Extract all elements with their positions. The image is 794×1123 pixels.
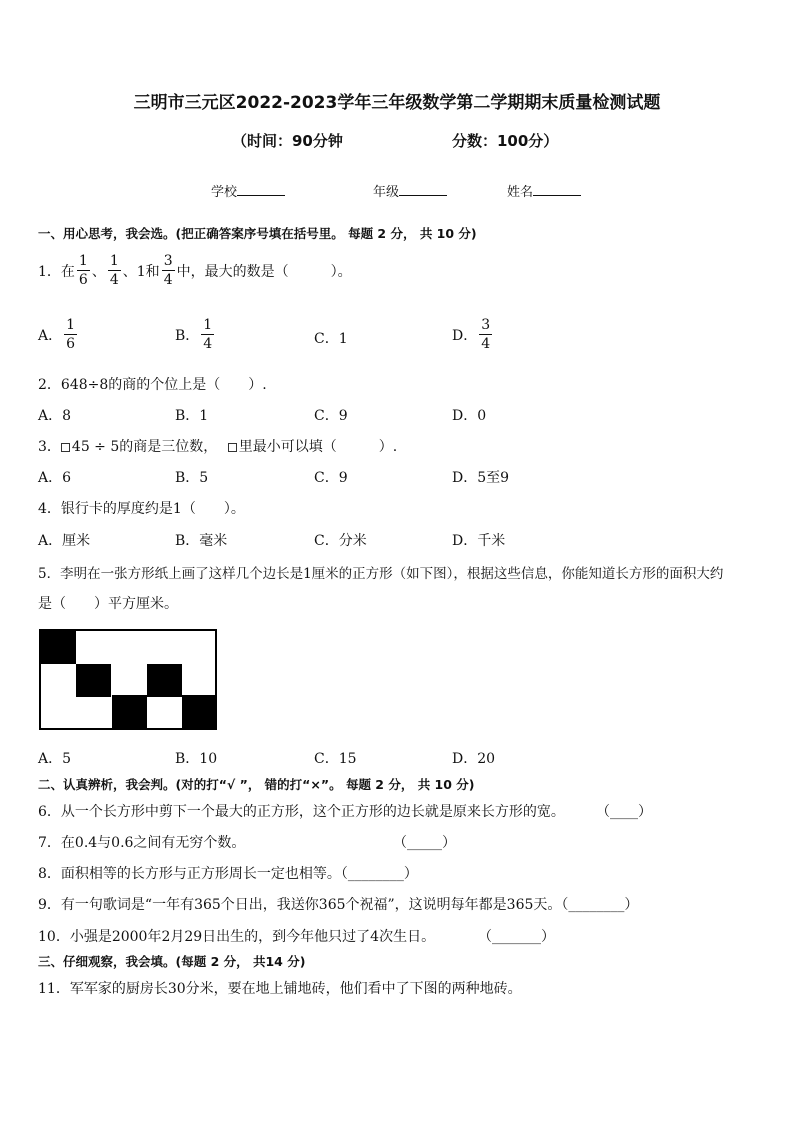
question-4: 4．银行卡的厚度约是1（ ）。 [38, 501, 245, 517]
q5-option-c[interactable]: C．15 [314, 751, 357, 767]
rectangle-grid-figure [39, 629, 217, 730]
q3-option-a[interactable]: A．6 [38, 470, 72, 486]
question-5-line-1: 5．李明在一张方形纸上画了这样几个边长是1厘米的正方形（如下图），根据这些信息，你能知道长方形的面积大约 [38, 566, 724, 582]
empty-box-icon [228, 443, 237, 452]
q4-option-d[interactable]: D．千米 [452, 533, 506, 549]
q2-option-c[interactable]: C．9 [314, 408, 348, 424]
q5-option-d[interactable]: D．20 [452, 751, 496, 767]
name-blank [533, 195, 581, 196]
q1-option-b[interactable]: B． $\frac{1}{4}$ [175, 317, 213, 352]
q4-option-a[interactable]: A．厘米 [38, 533, 91, 549]
question-7: 7．在0.4与0.6之间有无穷个数。 [38, 835, 246, 851]
grade-blank [399, 195, 447, 196]
question-2: 2．648÷8的商的个位上是（ ）. [38, 377, 267, 393]
name-field [507, 181, 581, 200]
q10-answer-blank[interactable]: （_______） [478, 929, 555, 945]
fraction-3-4: $\frac{3}{4}$ [163, 253, 173, 288]
q4-option-b[interactable]: B．毫米 [175, 533, 228, 549]
q1-option-d[interactable]: D． $\frac{3}{4}$ [452, 317, 491, 352]
name-label: 姓名 [507, 185, 534, 200]
section-1-heading: 一、用心思考，我会选。(把正确答案序号填在括号里。 每题 2 分， 共 10 分) [38, 226, 477, 241]
grade-label: 年级 [373, 185, 400, 200]
empty-box-icon [61, 443, 70, 452]
q4-option-c[interactable]: C．分米 [314, 533, 367, 549]
question-9: 9．有一句歌词是“一年有365个日出，我送你365个祝福”，这说明每年都是365天。（________） [38, 897, 639, 913]
grade-field [373, 181, 447, 200]
filled-square [112, 695, 147, 728]
filled-square [41, 631, 76, 664]
question-10: 10．小强是2000年2月29日出生的，到今年他只过了4次生日。 [38, 929, 436, 945]
school-label: 学校 [211, 185, 238, 200]
time-label: （时间：90分钟 [232, 132, 343, 150]
section-2-heading: 二、认真辨析，我会判。(对的打“√ ”， 错的打“×”。 每题 2 分， 共 10 分) [38, 777, 475, 792]
filled-square [182, 695, 217, 728]
q1-option-a[interactable]: A． $\frac{1}{6}$ [38, 317, 76, 352]
q1-prefix: 1．在 [38, 263, 75, 280]
question-6: 6．从一个长方形中剪下一个最大的正方形，这个正方形的边长就是原来长方形的宽。 [38, 804, 565, 820]
school-blank [237, 195, 285, 196]
q2-option-a[interactable]: A．8 [38, 408, 72, 424]
question-1: 1．在 $\frac{1}{6}$ 、 $\frac{1}{4}$ 、1和 $\frac{3}{4}$ 中，最大的数是（ ）。 [38, 253, 352, 288]
question-8: 8．面积相等的长方形与正方形周长一定也相等。（________） [38, 866, 418, 882]
fraction-1-4: $\frac{1}{4}$ [109, 253, 119, 288]
question-3: 3． 45 ÷ 5的商是三位数， 里最小可以填（ ）. [38, 439, 398, 455]
q2-option-d[interactable]: D．0 [452, 408, 487, 424]
q3-option-c[interactable]: C．9 [314, 470, 348, 486]
q7-answer-blank[interactable]: （_____） [393, 835, 456, 851]
score-label: 分数：100分） [452, 132, 559, 150]
fraction-1-6: $\frac{1}{6}$ [78, 253, 88, 288]
school-field [211, 181, 285, 200]
q6-answer-blank[interactable]: （____） [596, 804, 652, 820]
filled-square [147, 664, 182, 697]
page-title: 三明市三元区2022-2023学年三年级数学第二学期期末质量检测试题 [133, 93, 661, 113]
q5-option-a[interactable]: A．5 [38, 751, 72, 767]
question-5-line-2: 是（ ）平方厘米。 [38, 596, 178, 612]
filled-square [76, 664, 111, 697]
q3-option-d[interactable]: D．5至9 [452, 470, 510, 486]
q1-option-c[interactable]: C．1 [314, 331, 348, 347]
q3-option-b[interactable]: B．5 [175, 470, 209, 486]
question-11: 11．军军家的厨房长30分米，要在地上铺地砖，他们看中了下图的两种地砖。 [38, 981, 522, 997]
q2-option-b[interactable]: B．1 [175, 408, 209, 424]
section-3-heading: 三、仔细观察，我会填。(每题 2 分， 共14 分) [38, 954, 306, 969]
q5-option-b[interactable]: B．10 [175, 751, 218, 767]
